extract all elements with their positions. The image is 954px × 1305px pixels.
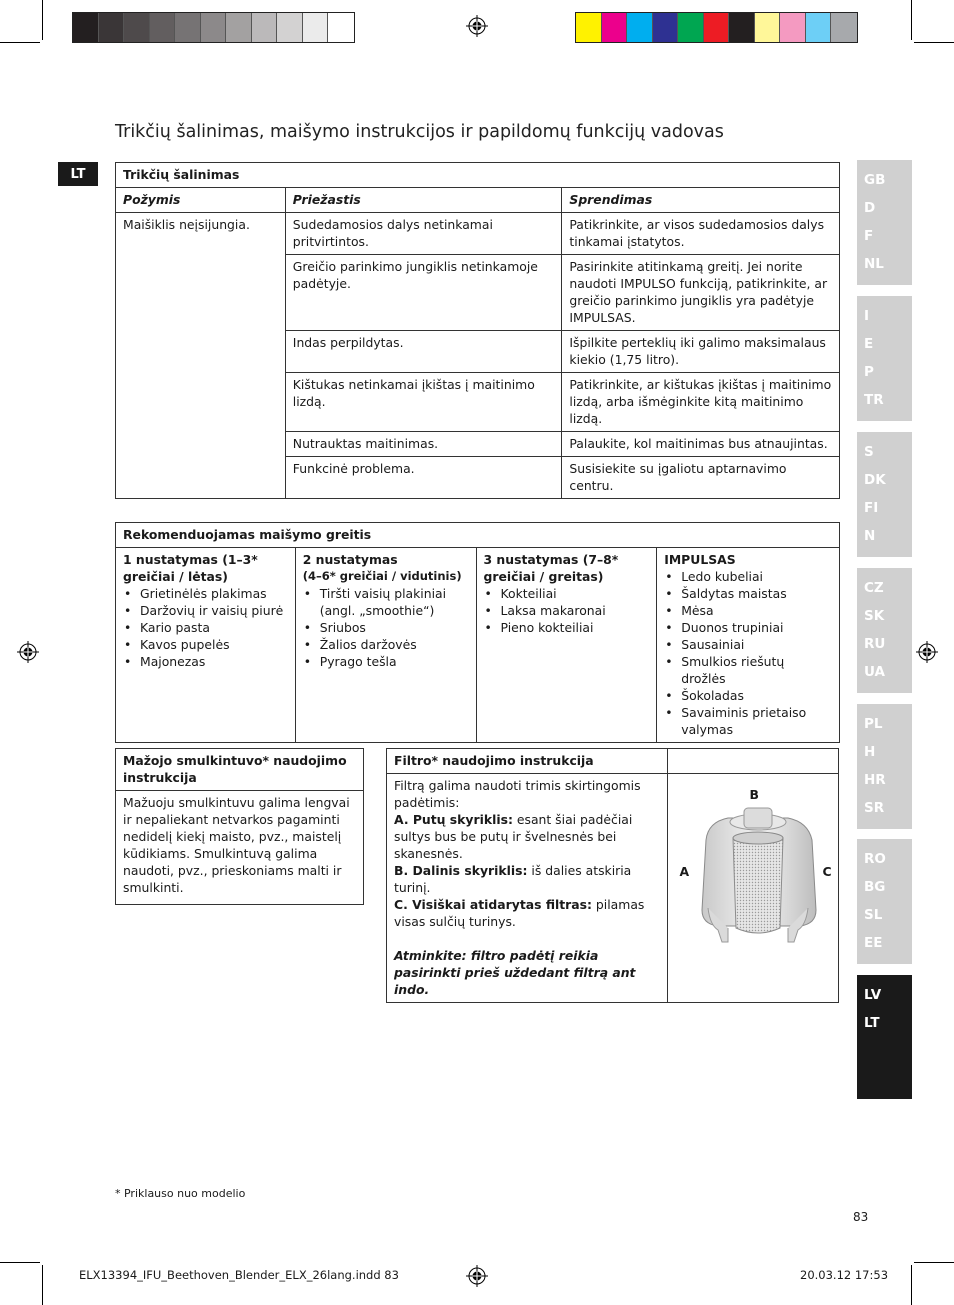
color-swatch bbox=[252, 13, 278, 42]
option-label: B. Dalinis skyriklis: bbox=[394, 863, 528, 878]
list-item: • Kokteiliai bbox=[484, 585, 650, 602]
filter-body bbox=[387, 774, 668, 1003]
color-swatch bbox=[576, 13, 602, 42]
page-number: 83 bbox=[853, 1210, 869, 1224]
cause-cell: Kištukas netinkamai įkištas į maitinimo lizdą. bbox=[285, 373, 562, 432]
language-code: F bbox=[864, 228, 874, 244]
language-code: S bbox=[864, 444, 874, 460]
option-label: C. Visiškai atidarytas filtras: bbox=[394, 897, 592, 912]
language-code: LV bbox=[864, 987, 882, 1003]
filter-figure-cell bbox=[668, 774, 839, 1003]
speed-setting-2 bbox=[295, 548, 476, 743]
column-header-symptom: Požymis bbox=[116, 188, 286, 213]
crop-mark bbox=[0, 42, 40, 43]
figure-label-a: A bbox=[679, 864, 690, 879]
table-row bbox=[116, 213, 840, 255]
cause-cell: Indas perpildytas. bbox=[285, 331, 562, 373]
speed-setting-title: 1 nustatymas (1–3* greičiai / lėtas) bbox=[123, 552, 258, 584]
list-item: • Savaiminis prietaiso valymas bbox=[664, 704, 832, 738]
crop-mark bbox=[914, 42, 954, 43]
language-code: UA bbox=[864, 664, 885, 680]
speed-setting-title: 2 nustatymas bbox=[302, 552, 398, 567]
language-badge: LT bbox=[58, 162, 98, 186]
language-code: SR bbox=[864, 800, 885, 816]
cause-cell: Sudedamosios dalys netinkamai pritvirtintos. bbox=[285, 213, 562, 255]
registration-mark-icon bbox=[916, 641, 938, 663]
date-slug: 20.03.12 17:53 bbox=[800, 1268, 889, 1282]
language-group bbox=[857, 160, 912, 285]
speed-list bbox=[303, 585, 469, 670]
speed-setting-title: IMPULSAS bbox=[664, 552, 736, 567]
language-group bbox=[857, 296, 912, 421]
list-item: • Laksa makaronai bbox=[484, 602, 650, 619]
solution-cell: Palaukite, kol maitinimas bus atnaujintas. bbox=[562, 432, 840, 457]
column-header-cause: Priežastis bbox=[285, 188, 562, 213]
symptom-cell: Maišiklis neįsijungia. bbox=[116, 213, 286, 499]
language-code: D bbox=[864, 200, 876, 216]
language-code: LT bbox=[864, 1015, 880, 1031]
speed-setting-title: 3 nustatymas (7–8* greičiai / greitas) bbox=[483, 552, 619, 584]
speed-setting-subtitle: (4–6* greičiai / vidutinis) bbox=[302, 569, 462, 583]
table-header: Trikčių šalinimas bbox=[116, 163, 840, 188]
filter-option-c bbox=[394, 896, 660, 930]
color-swatch bbox=[704, 13, 730, 42]
list-item: • Smulkios riešutų drožlės bbox=[664, 653, 832, 687]
crop-mark bbox=[914, 1262, 954, 1263]
speed-list bbox=[123, 585, 288, 670]
option-text: iš dalies atskiria turinį. bbox=[394, 863, 632, 895]
registration-mark-icon bbox=[466, 15, 488, 37]
language-code: RO bbox=[864, 851, 886, 867]
solution-cell: Patikrinkite, ar visos sudedamosios dalys tinkamai įstatytos. bbox=[562, 213, 840, 255]
troubleshooting-table bbox=[115, 162, 840, 499]
language-code: BG bbox=[864, 879, 886, 895]
color-swatch bbox=[831, 13, 857, 42]
color-swatch bbox=[150, 13, 176, 42]
language-code: E bbox=[864, 336, 874, 352]
language-code: H bbox=[864, 744, 876, 760]
crop-mark bbox=[42, 1265, 43, 1305]
table-header: Filtro* naudojimo instrukcija bbox=[387, 749, 668, 774]
language-code: I bbox=[864, 308, 870, 324]
color-swatch bbox=[602, 13, 628, 42]
language-code: HR bbox=[864, 772, 886, 788]
list-item: • Ledo kubeliai bbox=[664, 568, 832, 585]
list-item: • Mėsa bbox=[664, 602, 832, 619]
language-group bbox=[857, 432, 912, 557]
language-code: CZ bbox=[864, 580, 884, 596]
list-item: • Sriubos bbox=[303, 619, 469, 636]
language-group bbox=[857, 704, 912, 829]
option-label: A. Putų skyriklis: bbox=[394, 812, 513, 827]
crop-mark bbox=[0, 1262, 40, 1263]
speed-list bbox=[664, 568, 832, 738]
cause-cell: Greičio parinkimo jungiklis netinkamoje padėtyje. bbox=[285, 255, 562, 331]
list-item: • Šaldytas maistas bbox=[664, 585, 832, 602]
language-code: FI bbox=[864, 500, 879, 516]
speed-setting-3 bbox=[476, 548, 657, 743]
language-code: EE bbox=[864, 935, 883, 951]
file-slug: ELX13394_IFU_Beethoven_Blender_ELX_26lang.indd 83 bbox=[79, 1268, 399, 1282]
color-swatch bbox=[780, 13, 806, 42]
filter-note: Atminkite: filtro padėtį reikia pasirinkti prieš uždedant filtrą ant indo. bbox=[394, 948, 636, 997]
gray-color-bar bbox=[72, 12, 355, 43]
crop-mark bbox=[911, 0, 912, 40]
language-code: P bbox=[864, 364, 874, 380]
language-code: N bbox=[864, 528, 876, 544]
language-code: SL bbox=[864, 907, 883, 923]
option-text: pilamas visas sulčių turinys. bbox=[394, 897, 645, 929]
cause-cell: Funkcinė problema. bbox=[285, 457, 562, 499]
list-item: • Šokoladas bbox=[664, 687, 832, 704]
list-item: • Majonezas bbox=[123, 653, 288, 670]
language-code: RU bbox=[864, 636, 886, 652]
speed-table bbox=[115, 522, 840, 743]
language-code: PL bbox=[864, 716, 883, 732]
list-item: • Kario pasta bbox=[123, 619, 288, 636]
solution-cell: Išpilkite perteklių iki galimo maksimalaus kiekio (1,75 litro). bbox=[562, 331, 840, 373]
list-item: • Pieno kokteiliai bbox=[484, 619, 650, 636]
language-code: GB bbox=[864, 172, 886, 188]
color-swatch bbox=[755, 13, 781, 42]
color-swatch bbox=[806, 13, 832, 42]
color-swatch bbox=[99, 13, 125, 42]
language-group bbox=[857, 839, 912, 964]
filter-illustration bbox=[688, 800, 828, 950]
registration-mark-icon bbox=[17, 641, 39, 663]
language-code: DK bbox=[864, 472, 886, 488]
color-swatch bbox=[201, 13, 227, 42]
crop-mark bbox=[42, 0, 43, 40]
figure-label-c: C bbox=[822, 864, 832, 879]
figure-label-b: B bbox=[749, 787, 759, 802]
language-group bbox=[857, 975, 912, 1099]
solution-cell: Pasirinkite atitinkamą greitį. Jei norite naudoti IMPULSO funkciją, patikrinkite, ar greičio parinkimo jungiklis yra padėtyje IMPULSAS. bbox=[562, 255, 840, 331]
filter-option-b bbox=[394, 862, 660, 896]
process-color-bar bbox=[575, 12, 858, 43]
language-group bbox=[857, 568, 912, 693]
column-header-solution: Sprendimas bbox=[562, 188, 840, 213]
crop-mark bbox=[911, 1265, 912, 1305]
footnote: * Priklauso nuo modelio bbox=[115, 1187, 246, 1200]
color-swatch bbox=[226, 13, 252, 42]
language-code: NL bbox=[864, 256, 884, 272]
filter-option-a bbox=[394, 811, 660, 862]
list-item: • Grietinėlės plakimas bbox=[123, 585, 288, 602]
color-swatch bbox=[627, 13, 653, 42]
color-swatch bbox=[175, 13, 201, 42]
empty-header-cell bbox=[668, 749, 839, 774]
speed-setting-pulse bbox=[657, 548, 840, 743]
registration-mark-icon bbox=[466, 1265, 488, 1287]
page-title: Trikčių šalinimas, maišymo instrukcijos ir papildomų funkcijų vadovas bbox=[115, 122, 724, 142]
solution-cell: Susisiekite su įgaliotu aptarnavimo centru. bbox=[562, 457, 840, 499]
color-swatch bbox=[729, 13, 755, 42]
list-item: • Sausainiai bbox=[664, 636, 832, 653]
color-swatch bbox=[653, 13, 679, 42]
color-swatch bbox=[277, 13, 303, 42]
list-item: • Daržovių ir vaisių piurė bbox=[123, 602, 288, 619]
chopper-body: Mažuoju smulkintuvu galima lengvai ir nepaliekant netvarkos pagaminti nedidelį kiekį maisto, pvz., maistelį kūdikiams. Smulkintuvą galima naudoti, pvz., prieskoniams malti ir smulkinti. bbox=[116, 791, 364, 905]
option-text: esant šiai padėčiai sultys bus be putų ir švelnesnės bei skanesnės. bbox=[394, 812, 633, 861]
cause-cell: Nutrauktas maitinimas. bbox=[285, 432, 562, 457]
color-swatch bbox=[303, 13, 329, 42]
filter-table bbox=[386, 748, 839, 1003]
color-swatch bbox=[73, 13, 99, 42]
chopper-table bbox=[115, 748, 364, 905]
speed-setting-1 bbox=[116, 548, 296, 743]
list-item: • Pyrago tešla bbox=[303, 653, 469, 670]
list-item: • Tiršti vaisių plakiniai (angl. „smoothie“) bbox=[303, 585, 469, 619]
speed-list bbox=[484, 585, 650, 636]
color-swatch bbox=[124, 13, 150, 42]
list-item: • Kavos pupelės bbox=[123, 636, 288, 653]
language-code: TR bbox=[864, 392, 884, 408]
language-code: SK bbox=[864, 608, 885, 624]
solution-cell: Patikrinkite, ar kištukas įkištas į maitinimo lizdą, arba išmėginkite kitą maitinimo lizdą. bbox=[562, 373, 840, 432]
filter-intro: Filtrą galima naudoti trimis skirtingomis padėtimis: bbox=[394, 778, 641, 810]
list-item: • Žalios daržovės bbox=[303, 636, 469, 653]
table-header: Rekomenduojamas maišymo greitis bbox=[116, 523, 840, 548]
table-header: Mažojo smulkintuvo* naudojimo instrukcija bbox=[116, 749, 364, 791]
list-item: • Duonos trupiniai bbox=[664, 619, 832, 636]
color-swatch bbox=[678, 13, 704, 42]
color-swatch bbox=[328, 13, 354, 42]
